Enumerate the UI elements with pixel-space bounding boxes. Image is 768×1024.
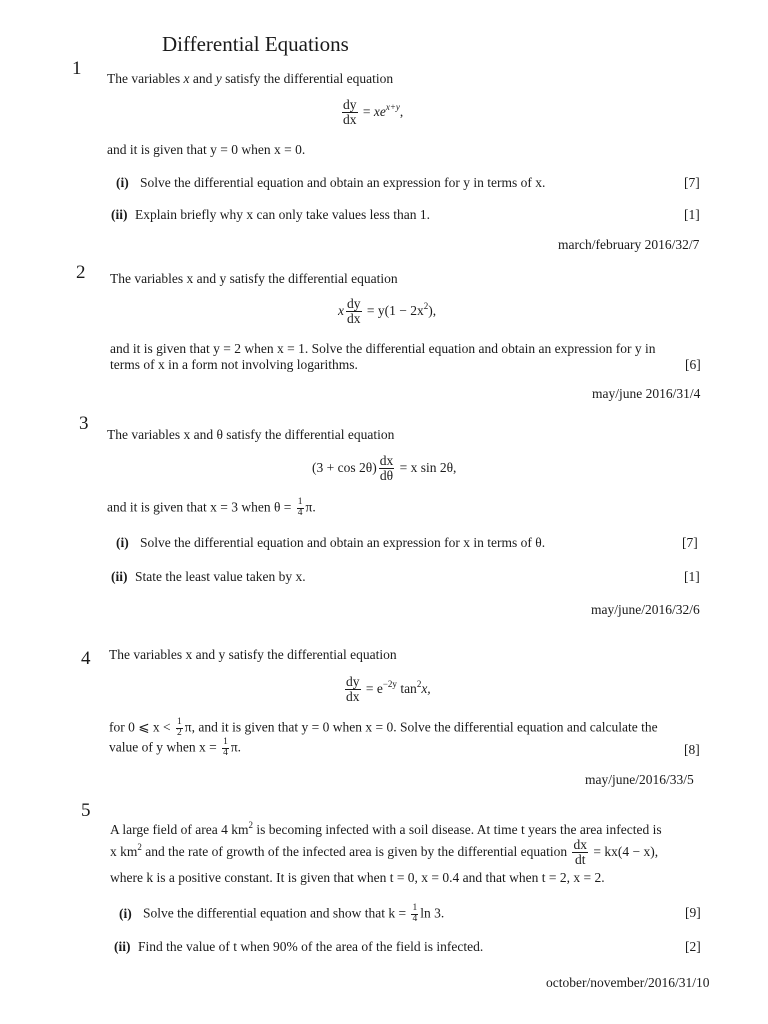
question-3-reference: may/june/2016/32/6	[591, 602, 700, 617]
question-5-line-1: A large field of area 4 $km^2$ is becoming infected with a soil disease. At time t years the area infected is	[110, 820, 662, 837]
question-5-line-2: x $km^2$ and the rate of growth of the infected area is given by the differential equation $\frac{dx}{dt}$ = kx(4 − x),	[110, 837, 659, 868]
question-2-marks: [6]	[685, 357, 701, 372]
question-3-equation: (3 + cos 2θ) $\frac{dx}{d\theta}$ = x sin 2θ,	[312, 453, 457, 484]
page-title: Differential Equations	[162, 32, 349, 56]
question-3-part-ii: (ii) State the least value taken by x.	[111, 569, 306, 584]
question-3-part-ii-marks: [1]	[684, 569, 700, 584]
question-3-given: and it is given that x = 3 when θ = $\frac{1}{4}$ π.	[107, 497, 316, 518]
question-4-equation: $\frac{dy}{dx}$ = $e^{-2y}$ $\tan^2x$,	[346, 674, 431, 705]
question-3-number: 3	[79, 413, 89, 434]
question-3-part-i-marks: [7]	[682, 535, 698, 550]
question-1-given: and it is given that y = 0 when x = 0.	[107, 142, 306, 157]
question-2-intro: The variables x and y satisfy the differential equation	[110, 271, 398, 286]
question-4-text-line-1: for 0 ⩽ x < $\frac{1}{2}$ π, and it is given that y = 0 when x = 0. Solve the differential equation and calculate the	[109, 717, 658, 738]
question-2-reference: may/june 2016/31/4	[592, 386, 701, 401]
question-5-part-ii-marks: [2]	[685, 939, 701, 954]
question-1-part-ii-marks: [1]	[684, 207, 700, 222]
question-5-part-ii: (ii) Find the value of t when 90% of the area of the field is infected.	[114, 939, 484, 954]
question-1-equation: $\frac{dy}{dx}$ = $xe^{x+y}$,	[343, 97, 404, 128]
question-4-number: 4	[81, 648, 91, 669]
question-2-number: 2	[76, 262, 86, 283]
question-2-equation: x $\frac{dy}{dx}$ = $y(1 - 2x^2)$,	[338, 296, 437, 327]
question-5-number: 5	[81, 800, 91, 821]
question-1-number: 1	[72, 58, 82, 79]
question-1-intro: The variables x and y satisfy the differential equation	[107, 71, 394, 86]
question-3-intro: The variables x and θ satisfy the differential equation	[107, 427, 395, 442]
question-4-intro: The variables x and y satisfy the differential equation	[109, 647, 397, 662]
question-1-part-i: (i) Solve the differential equation and obtain an expression for y in terms of x.	[116, 175, 546, 190]
question-4-text-line-2: value of y when x = $\frac{1}{4}$ π.	[109, 737, 242, 758]
question-4-reference: may/june/2016/33/5	[585, 772, 694, 787]
question-1-reference: march/february 2016/32/7	[558, 237, 700, 252]
question-5-part-i: (i) Solve the differential equation and show that k = $\frac{1}{4}$ ln 3.	[119, 903, 445, 924]
question-1-part-i-marks: [7]	[684, 175, 700, 190]
question-2-text-line-2: terms of x in a form not involving logarithms.	[110, 357, 358, 372]
question-5-part-i-marks: [9]	[685, 905, 701, 920]
question-5-line-3: where k is a positive constant. It is given that when t = 0, x = 0.4 and that when t = 2, x = 2.	[110, 870, 605, 885]
question-5-reference: october/november/2016/31/10	[546, 975, 710, 990]
question-4-marks: [8]	[684, 742, 700, 757]
question-1-part-ii: (ii) Explain briefly why x can only take values less than 1.	[111, 207, 431, 222]
question-3-part-i: (i) Solve the differential equation and obtain an expression for x in terms of θ.	[116, 535, 546, 550]
question-2-text-line-1: and it is given that y = 2 when x = 1. Solve the differential equation and obtain an expression for y in	[110, 341, 656, 356]
